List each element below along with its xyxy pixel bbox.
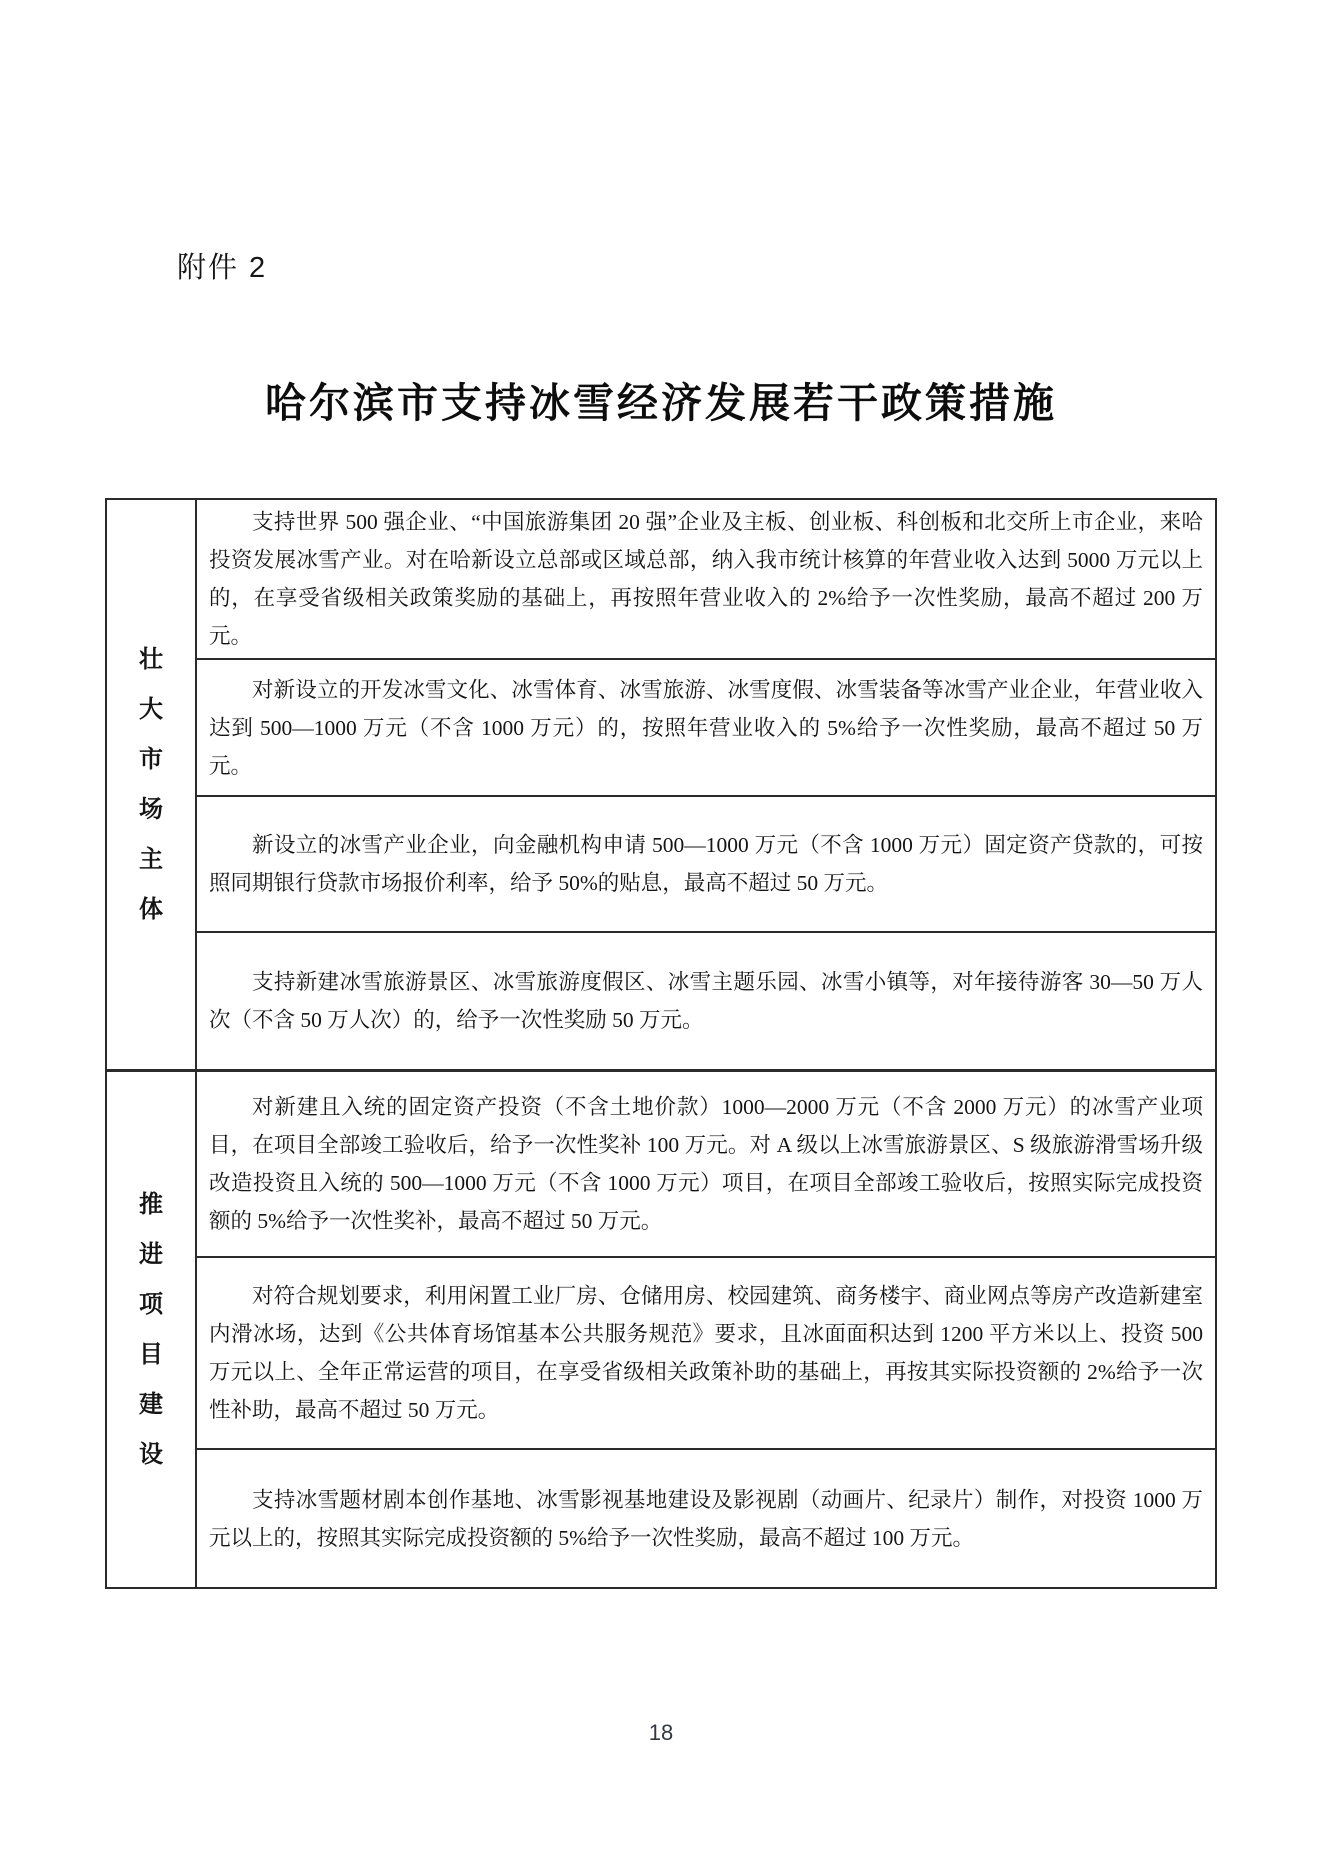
table-row <box>197 1258 1215 1450</box>
page-number: 18 <box>648 1720 674 1745</box>
table-row <box>197 797 1215 933</box>
policy-text-fixed-asset-investment: 对新建且入统的固定资产投资（不含土地价款）1000—2000 万元（不含 2000 万元）的冰雪产业项目，在项目全部竣工验收后，给予一次性奖补 100 万元。对 A 级以上冰雪旅游景区、S 级旅游滑雪场升级改造投资且入统的 500—1000 万元（不含 1000 万元）项目，在项目全部竣工验收后，按照实际完成投资额的 5%给予一次性奖补，最高不超过 50 万元。 <box>209 1095 1203 1233</box>
section-header-cell <box>107 1072 197 1587</box>
table-row <box>197 660 1215 797</box>
policy-text-indoor-ice-rink: 对符合规划要求，利用闲置工业厂房、仓储用房、校园建筑、商务楼宇、商业网点等房产改造新建室内滑冰场，达到《公共体育场馆基本公共服务规范》要求，且冰面面积达到 1200 平方米以上、投资 500 万元以上、全年正常运营的项目，在享受省级相关政策补助的基础上，再按其实际投资额的 2%给予一次性补助，最高不超过 50 万元。 <box>209 1284 1203 1422</box>
policy-text-film-bases: 支持冰雪题材剧本创作基地、冰雪影视基地建设及影视剧（动画片、纪录片）制作，对投资 1000 万元以上的，按照其实际完成投资额的 5%给予一次性奖励，最高不超过 100 万元。 <box>209 1487 1203 1550</box>
section-header-market-entities: 壮大市场主体 <box>139 646 163 923</box>
table-row <box>197 1450 1215 1587</box>
policy-text-loan-discount: 新设立的冰雪产业企业，向金融机构申请 500—1000 万元（不含 1000 万元）固定资产贷款的，可按照同期银行贷款市场报价利率，给予 50%的贴息，最高不超过 50 万元。 <box>209 833 1203 895</box>
section-rows <box>197 500 1215 1069</box>
section-header-project-construction: 推进项目建设 <box>139 1191 163 1468</box>
section-rows <box>197 1072 1215 1587</box>
table-row <box>197 500 1215 660</box>
table-section-market-entities <box>107 500 1215 1072</box>
table-section-project-construction <box>107 1072 1215 1587</box>
policy-text-scenic-areas: 支持新建冰雪旅游景区、冰雪旅游度假区、冰雪主题乐园、冰雪小镇等，对年接待游客 30—50 万人次（不含 50 万人次）的，给予一次性奖励 50 万元。 <box>209 970 1203 1032</box>
attachment-label: 附件 2 <box>177 252 268 284</box>
policy-text-top500: 支持世界 500 强企业、“中国旅游集团 20 强”企业及主板、创业板、科创板和北交所上市企业，来哈投资发展冰雪产业。对在哈新设立总部或区域总部，纳入我市统计核算的年营业收入达到 5000 万元以上的，在享受省级相关政策奖励的基础上，再按照年营业收入的 2%给予一次性奖励，最高不超过 200 万元。 <box>209 510 1203 648</box>
table-row <box>197 933 1215 1069</box>
policy-text-new-enterprises: 对新设立的开发冰雪文化、冰雪体育、冰雪旅游、冰雪度假、冰雪装备等冰雪产业企业，年营业收入达到 500—1000 万元（不含 1000 万元）的，按照年营业收入的 5%给予一次性奖励，最高不超过 50 万元。 <box>209 677 1203 778</box>
section-header-cell <box>107 500 197 1069</box>
policy-table <box>105 498 1217 1589</box>
document-title: 哈尔滨市支持冰雪经济发展若干政策措施 <box>265 380 1057 426</box>
table-row <box>197 1072 1215 1258</box>
